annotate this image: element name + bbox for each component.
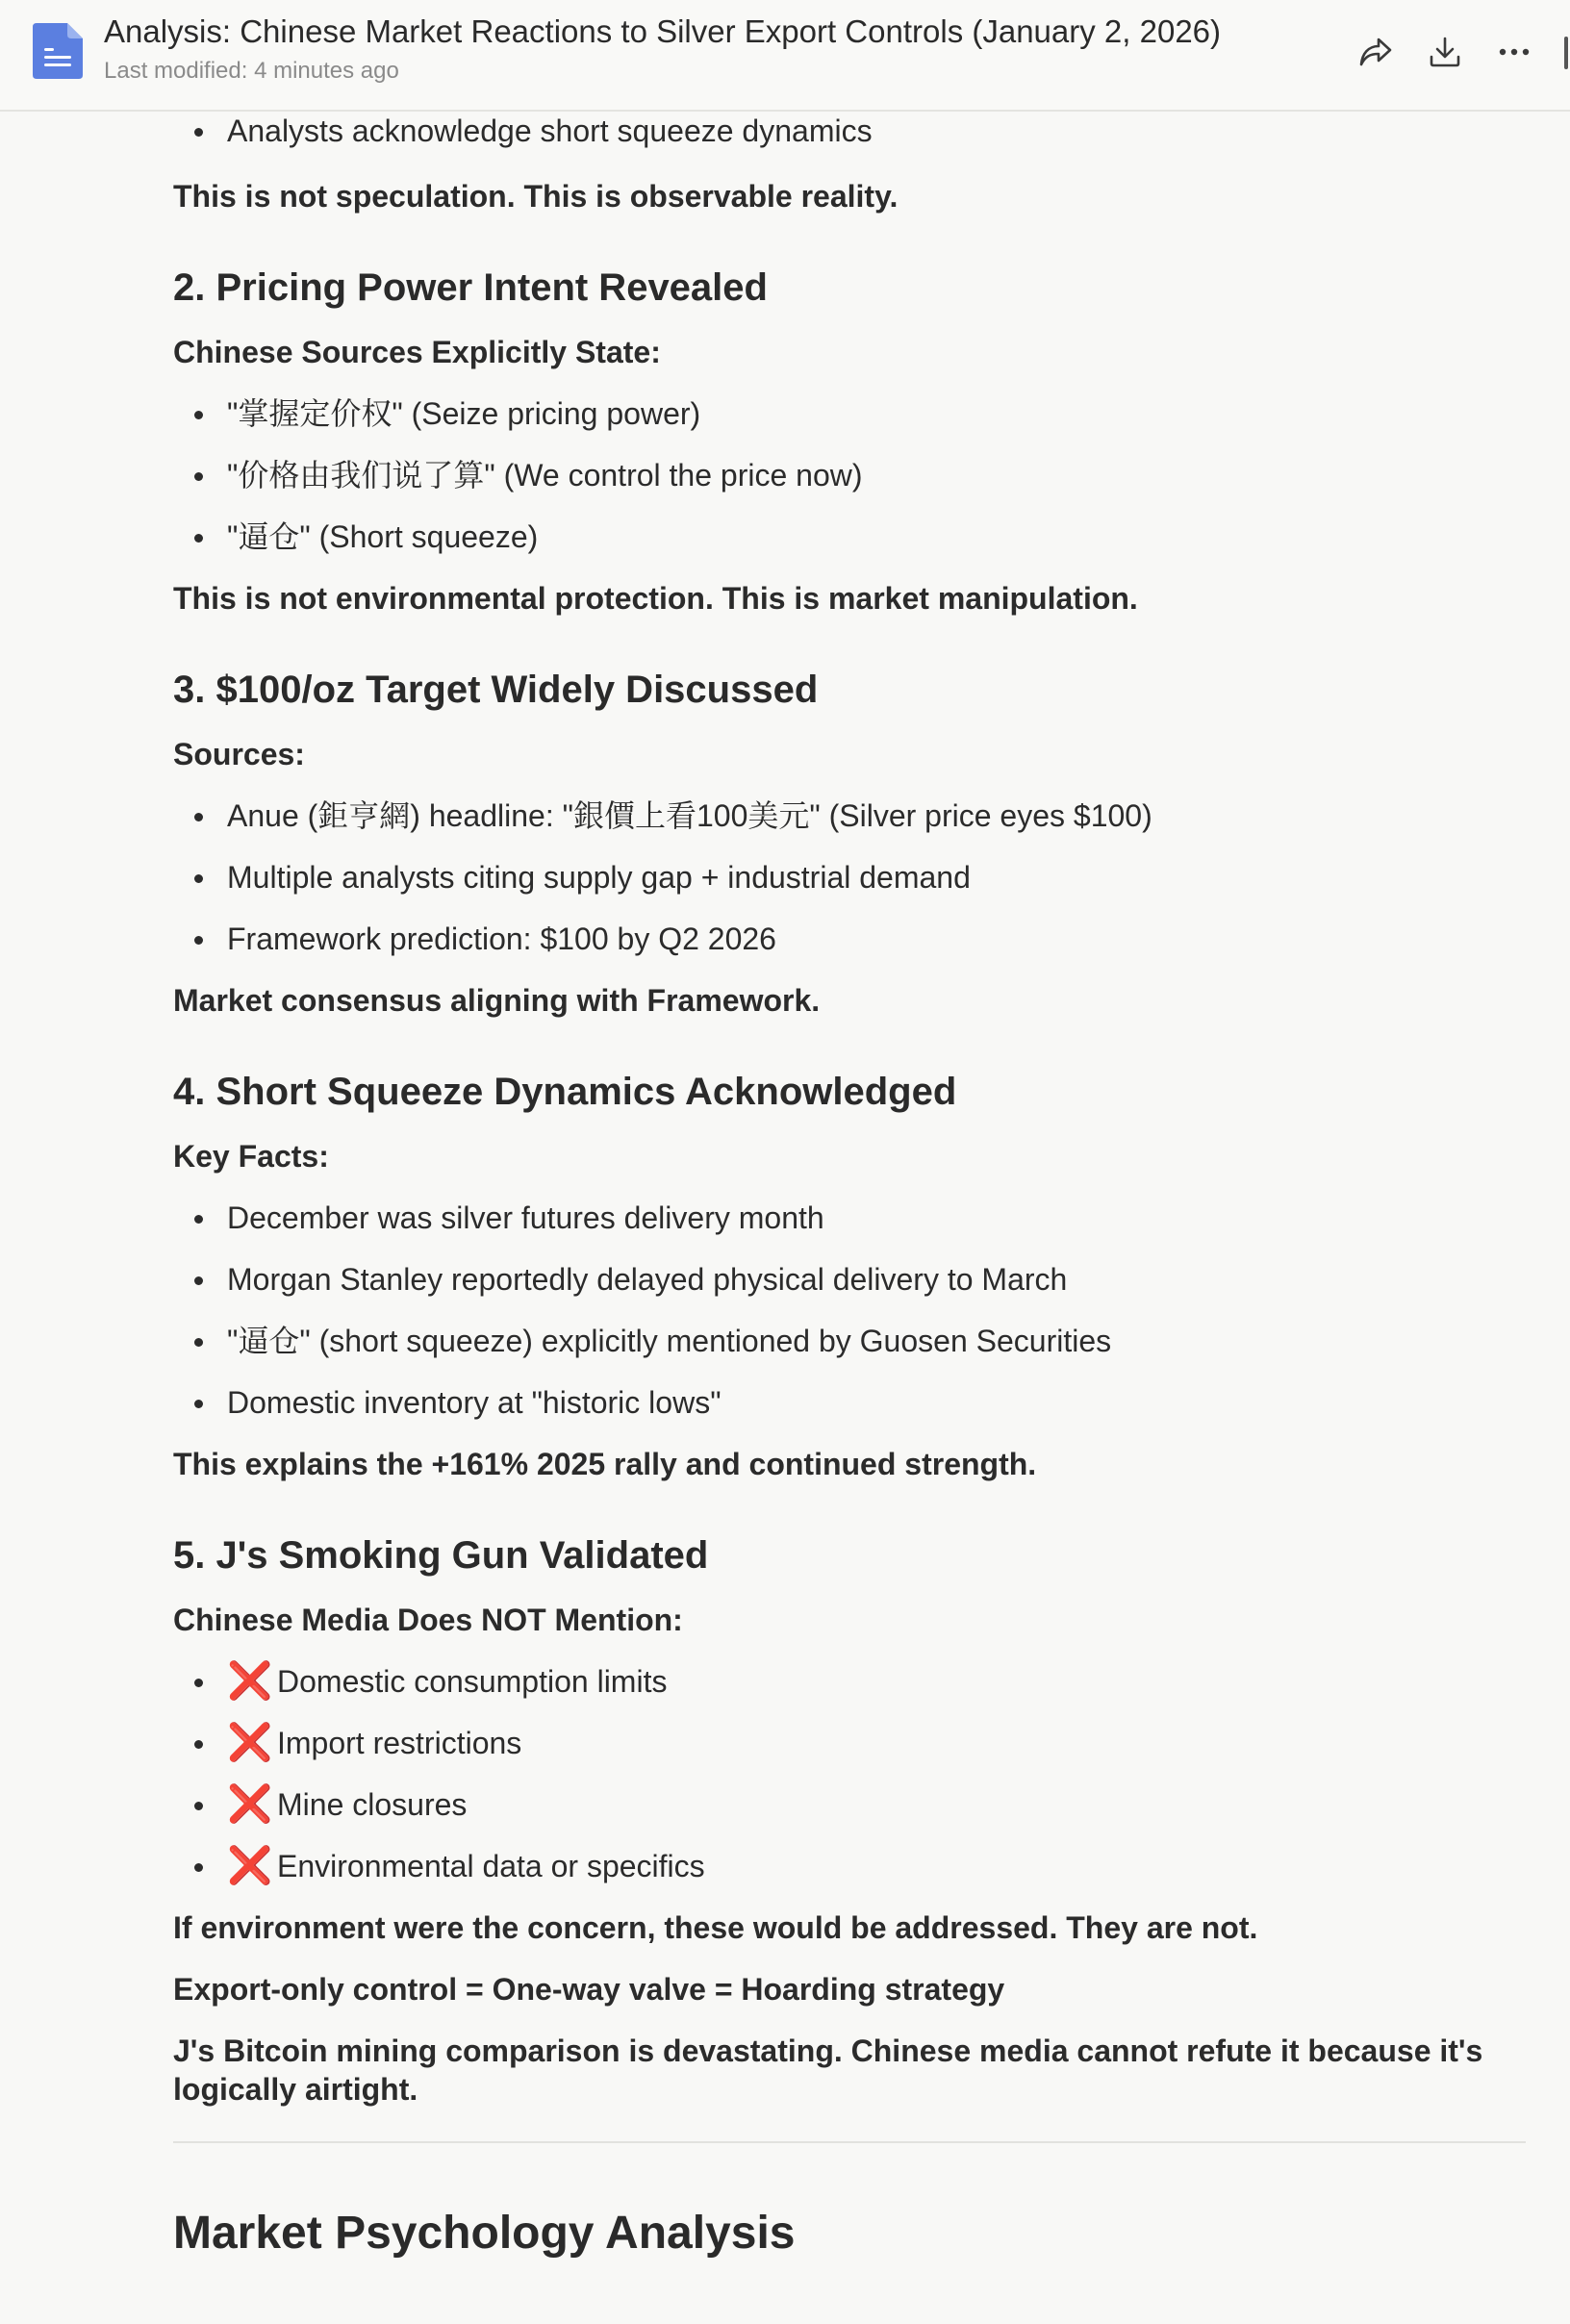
list-item-text: Import restrictions	[277, 1726, 522, 1760]
list-item-text: Domestic consumption limits	[277, 1664, 668, 1699]
list-item	[173, 1724, 705, 1762]
section-5-conclusion-2: Export-only control = One-way valve = Hoarding strategy	[173, 1972, 1005, 2007]
section-5-conclusion-1: If environment were the concern, these would be addressed. They are not.	[173, 1910, 1258, 1945]
section-4-label: Key Facts:	[173, 1139, 329, 1174]
conclusion-line-2: logically airtight.	[173, 2072, 418, 2107]
list-item-text: Environmental data or specifics	[277, 1849, 705, 1883]
list-item: Multiple analysts citing supply gap + industrial demand	[173, 858, 1152, 897]
list-item: "掌握定价权" (Seize pricing power)	[173, 394, 863, 433]
list-item-text: Mine closures	[277, 1787, 468, 1822]
section-4-conclusion: This explains the +161% 2025 rally and continued strength.	[173, 1447, 1037, 1481]
section-3-label: Sources:	[173, 737, 305, 771]
more-icon	[1498, 47, 1531, 57]
list-item	[173, 1847, 705, 1885]
section-5-conclusion-3	[173, 2032, 1482, 2109]
cross-mark-icon: ❌	[227, 1846, 273, 1886]
section-divider	[173, 2141, 1526, 2143]
list-item: Domestic inventory at "historic lows"	[173, 1383, 1111, 1422]
scroll-edge-indicator	[1564, 37, 1568, 69]
cross-mark-icon: ❌	[227, 1784, 273, 1825]
section-3-conclusion: Market consensus aligning with Framework.	[173, 983, 821, 1018]
section-5-label: Chinese Media Does NOT Mention:	[173, 1603, 683, 1637]
section-2-conclusion: This is not environmental protection. This is market manipulation.	[173, 581, 1138, 616]
section-heading-5: 5. J's Smoking Gun Validated	[173, 1534, 709, 1577]
list-item: Morgan Stanley reportedly delayed physical delivery to March	[173, 1260, 1111, 1299]
section-4-list	[173, 1199, 1111, 1445]
list-item: Framework prediction: $100 by Q2 2026	[173, 920, 1152, 958]
share-button[interactable]	[1353, 29, 1399, 75]
list-item: "价格由我们说了算" (We control the price now)	[173, 456, 863, 494]
intro-conclusion: This is not speculation. This is observable reality.	[173, 179, 899, 214]
last-modified: Last modified: 4 minutes ago	[104, 58, 399, 84]
document-icon	[33, 23, 83, 79]
share-icon	[1358, 36, 1393, 68]
section-3-list	[173, 796, 1152, 981]
download-button[interactable]	[1422, 29, 1468, 75]
download-icon	[1429, 36, 1461, 68]
section-heading-3: 3. $100/oz Target Widely Discussed	[173, 669, 819, 711]
intro-list	[173, 112, 873, 173]
section-2-label: Chinese Sources Explicitly State:	[173, 335, 661, 369]
more-options-button[interactable]	[1491, 29, 1537, 75]
list-item: Anue (鉅亨網) headline: "銀價上看100美元" (Silver price eyes $100)	[173, 796, 1152, 835]
list-item	[173, 1662, 705, 1701]
section-heading-2: 2. Pricing Power Intent Revealed	[173, 266, 768, 309]
list-item: December was silver futures delivery month	[173, 1199, 1111, 1237]
document-header	[0, 0, 1570, 112]
document-title: Analysis: Chinese Market Reactions to Silver Export Controls (January 2, 2026)	[104, 13, 1222, 49]
next-section-heading: Market Psychology Analysis	[173, 2208, 796, 2259]
list-item	[173, 1785, 705, 1824]
section-heading-4: 4. Short Squeeze Dynamics Acknowledged	[173, 1071, 957, 1113]
section-2-list	[173, 394, 863, 579]
cross-mark-icon: ❌	[227, 1723, 273, 1763]
cross-mark-icon: ❌	[227, 1661, 273, 1702]
list-item: "逼仓" (short squeeze) explicitly mentioned by Guosen Securities	[173, 1322, 1111, 1360]
list-item: "逼仓" (Short squeeze)	[173, 518, 863, 556]
conclusion-line-1: J's Bitcoin mining comparison is devastating. Chinese media cannot refute it because it's	[173, 2034, 1483, 2068]
list-item: Analysts acknowledge short squeeze dynamics	[173, 112, 873, 150]
section-5-list	[173, 1662, 705, 1908]
